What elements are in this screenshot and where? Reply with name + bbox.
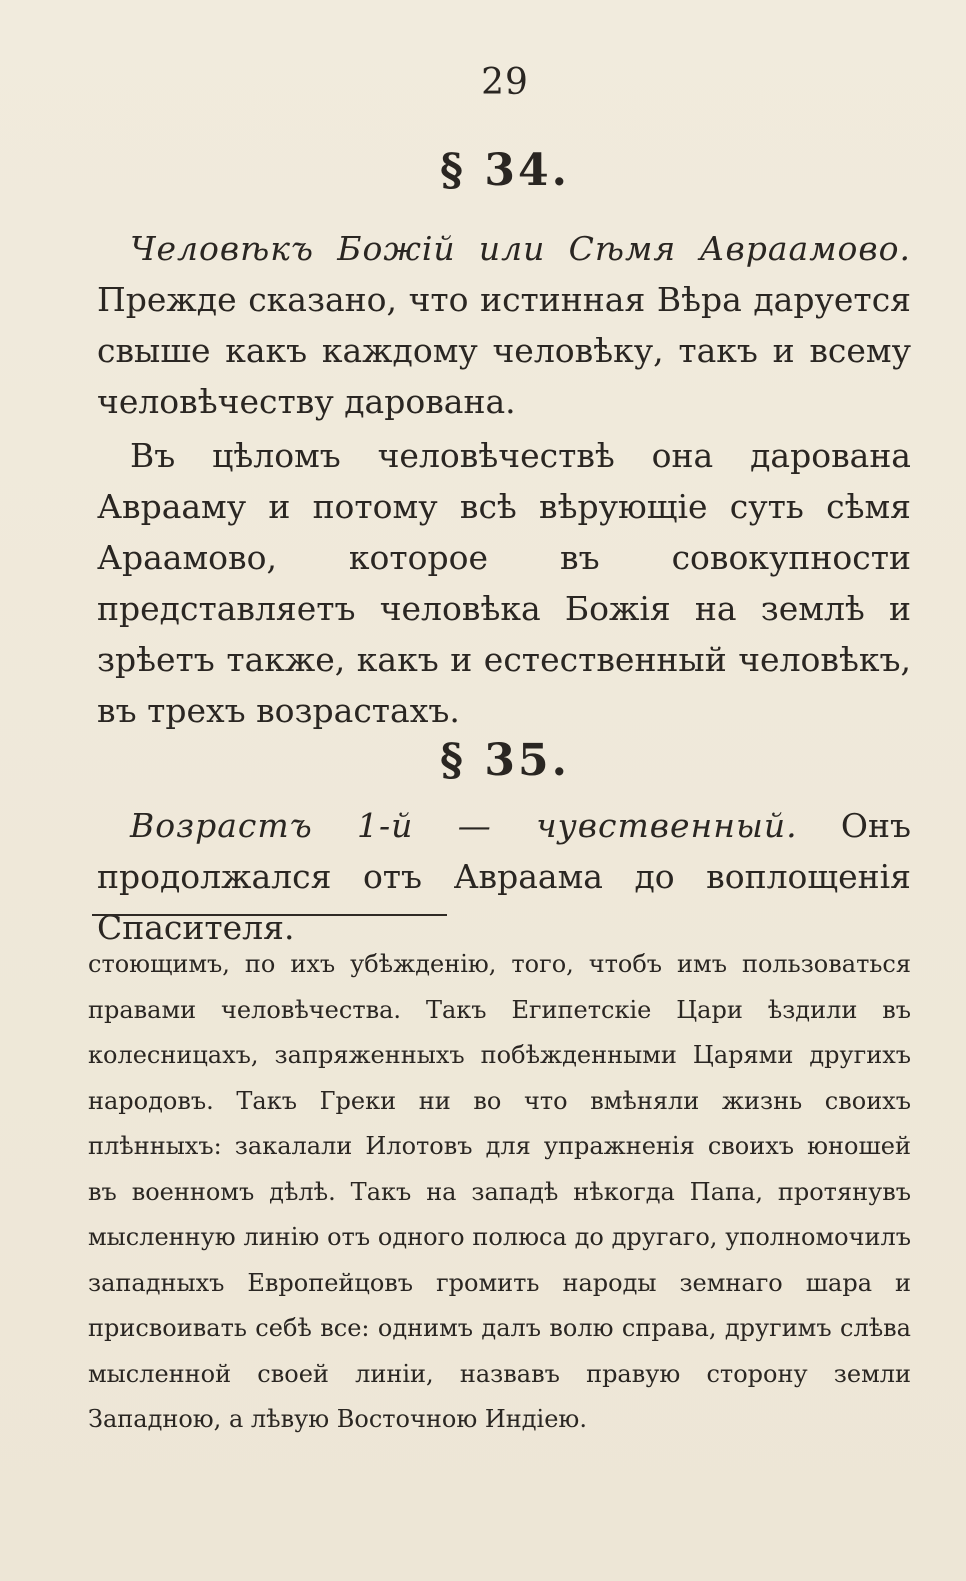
section-34-paragraph-1 (97, 223, 911, 427)
section-34-paragraph-1-body: Прежде сказано, что истинная Вѣра даруется свыше какъ каждому человѣку, такъ и всему человѣчеству дарована. (97, 280, 911, 421)
section-34-paragraph-2: Въ цѣломъ человѣчествѣ она дарована Аврааму и потому всѣ вѣрующіе суть сѣмя Араамово, которое въ совокупности представляетъ человѣка Божія на землѣ и зрѣетъ также, какъ и естественный человѣкъ, въ трехъ возрастахъ. (97, 436, 911, 730)
section-34-title: Человѣкъ Божій или Сѣмя Авраамово. (130, 229, 911, 268)
section-35-title: Возрастъ 1-й — чувственный. (130, 806, 798, 845)
footnote-divider (92, 914, 447, 916)
section-35-paragraph-1-body: Онъ продолжался отъ Авраама до воплощенія Спасителя. (97, 806, 911, 947)
page-number: 29 (481, 62, 529, 103)
section-35-heading: § 35. (440, 735, 570, 786)
footnote-text: стоющимъ, по ихъ убѣжденію, того, чтобъ имъ пользоваться правами человѣчества. Такъ Египетскіе Цари ѣздили въ колесницахъ, запряженныхъ побѣжденными Царями другихъ народовъ. Такъ Греки ни во что вмѣняли жизнь своихъ плѣнныхъ: закалали Илотовъ для упражненія своихъ юношей въ военномъ дѣлѣ. Такъ на западѣ нѣкогда Папа, протянувъ мысленную линію отъ одного полюса до другаго, уполномочилъ западныхъ Европейцовъ громить народы земнаго шара и присвоивать себѣ все: однимъ далъ волю справа, другимъ слѣва мысленной своей линіи, назвавъ правую сторону земли Западною, а лѣвую Восточною Индіею. (88, 950, 911, 1433)
section-35-paragraph-1 (97, 800, 911, 953)
section-34-text-2 (97, 430, 911, 736)
section-34-heading: § 34. (440, 145, 570, 196)
section-35-text (97, 800, 911, 953)
section-34-text (97, 223, 911, 427)
